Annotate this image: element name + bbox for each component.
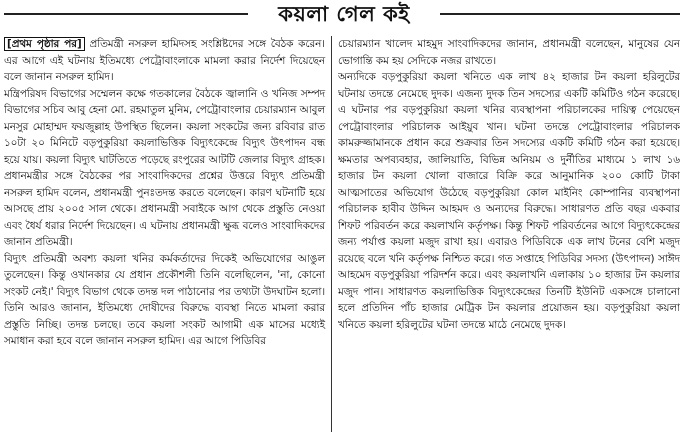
headline: কয়লা গেল কই <box>278 2 410 26</box>
left-paragraph-2: মন্ত্রিপরিষদ বিভাগের সম্মেলন কক্ষে গতকালের বৈঠকে জ্বালানি ও খনিজ সম্পদ বিভাগের সচিব আবু হেনা মো. রহমাতুল মুনিম, পেট্রোবাংলার চেয়ারম্যান আবুল মনসুর মোহাম্মদ ফয়জুল্লাহ উপস্থিত ছিলেন। কয়লা সংকটের জন্য রবিবার রাত ১০টা ২০ মিনিটে বড়পুকুরিয়া কয়লাভিত্তিক বিদ্যুৎকেন্দ্রে বিদ্যুৎ উৎপাদন বন্ধ হয়ে যায়। কয়লা বিদ্যুৎ ঘাটতিতে পড়েছে রংপুরের আটটি জেলার বিদ্যুৎ গ্রাহক। প্রধানমন্ত্রীর সঙ্গে বৈঠকের পর সাংবাদিকদের প্রশ্নের উত্তরে বিদ্যুৎ প্রতিমন্ত্রী নসরুল হামিদ বলেন, প্রধানমন্ত্রী পুনঃতদন্ত করতে বলেছেন। কারণ ঘটনাটি হয়ে আসছে প্রায় ২০০৫ সাল থেকে। প্রধানমন্ত্রী সবাইকে আগ থেকে প্রস্তুতি নেওয়া এবং ধৈর্য ধরার নির্দেশ দিয়েছেন। এ ঘটনায় প্রধানমন্ত্রী ক্ষুব্ধ বলেও সাংবাদিকদের জানান প্রতিমন্ত্রী। <box>4 87 325 248</box>
right-paragraph-2: অন্যদিকে বড়পুকুরিয়া কয়লা খনিতে এক লাখ ৪২ হাজার টন কয়লা হরিলুটের ঘটনায় তদন্তে নেমেছে দুদক। এজন্য দুদক তিন সদস্যের একটি কমিটিও গঠন করেছে। এ ঘটনার পর বড়পুকুরিয়া কয়লা খনির ব্যবস্থাপনা পরিচালকের দায়িত্ব পেয়েছেন পেট্রোবাংলার পরিচালক আইয়ুব খান। ঘটনা তদন্তে পেট্রোবাংলার পরিচালক কামরুজ্জামানকে প্রধান করে শুক্রবার তিন সদস্যের একটি কমিটি গঠন করা হয়েছে। ক্ষমতার অপব্যবহার, জালিয়াতি, বিভিন্ন অনিয়ম ও দুর্নীতির মাধ্যমে ১ লাখ ১৬ হাজার টন কয়লা খোলা বাজারে বিক্রি করে আনুমানিক ২০০ কোটি টাকা আত্মসাতের অভিযোগ উঠেছে বড়পুকুরিয়া কোল মাইনিং কোম্পানির ব্যবস্থাপনা পরিচালক হাবীব উদ্দিন আহমদ ও অন্যদের বিরুদ্ধে। সাধারণত প্রতি বছর একবার শিফট পরিবর্তন করে কয়লাখনি কর্তৃপক্ষ। কিন্তু শিফট পরিবর্তনের আগে বিদ্যুৎকেন্দ্রের জন্য পর্যাপ্ত কয়লা মজুদ রাখা হয়। এবারও পিডিবিকে এক লাখ টনের বেশি মজুদ রয়েছে বলে খনি কর্তৃপক্ষ নিশ্চিত করে। গত সপ্তাহে পিডিবির সদস্য (উৎপাদন) সাঈদ আহমেদ বড়পুকুরিয়া পরিদর্শন করে। এবং কয়লাখনি এলাকায় ১০ হাজার টন কয়লার মজুদ পান। সাধারণত কয়লাভিত্তিক বিদ্যুৎকেন্দ্রের তিনটি ইউনিট একসঙ্গে চালানো হলে প্রতিদিন পাঁচ হাজার মেট্রিক টন কয়লার প্রয়োজন হয়। বড়পুকুরিয়া কয়লা খনিতে কয়লা হরিলুটের ঘটনা তদন্তে মাঠে নেমেছে দুদক। <box>338 71 680 331</box>
right-column <box>338 36 680 432</box>
left-paragraph-3: বিদ্যুৎ প্রতিমন্ত্রী অবশ্য কয়লা খনির কর্মকর্তাদের দিকেই অভিযোগের আঙুল তুলেছেন। কিন্তু ওখানকার যে প্রধান প্রকৌশলী তিনি বলেছিলেন, 'না, কোনো সংকট নেই।' বিদ্যুৎ বিভাগ থেকে তদন্ত দল পাঠানোর পর তথ্যটা উদঘাটন হলো। তিনি আরও জানান, ইতিমধ্যে দোষীদের বিরুদ্ধে ব্যবস্থা নিতে মামলা করার প্রস্তুতি নিচ্ছি। তদন্ত চলছে। তবে কয়লা সংকট আগামী এক মাসের মধ্যেই সমাধান করা হবে বলে জানান নসরুল হামিদ। এর আগে পিডিবির <box>4 252 325 347</box>
right-paragraph-1: চেয়ারম্যান খালেদ মাহমুদ সাংবাদিকদের জানান, প্রধানমন্ত্রী বলেছেন, মানুষের যেন ভোগান্তি কম হয় সেদিকে নজর রাখতে। <box>338 38 680 67</box>
left-paragraph-1-text: প্রতিমন্ত্রী নসরুল হামিদসহ সংশ্লিষ্টদের সঙ্গে বৈঠক করেন। এর আগে এই ঘটনায় ইতিমধ্যে পেট্রোবাংলাকে মামলা করার নির্দেশ দিয়েছেন বলে জানান নসরুল হামিদ। <box>4 38 325 83</box>
continuation-label: [প্রথম পৃষ্ঠার পর] <box>4 37 85 51</box>
headline-rule-right <box>440 13 680 15</box>
left-column <box>4 36 332 432</box>
left-paragraph-1 <box>4 36 325 86</box>
headline-bar <box>0 0 684 30</box>
headline-rule-left <box>4 13 248 15</box>
